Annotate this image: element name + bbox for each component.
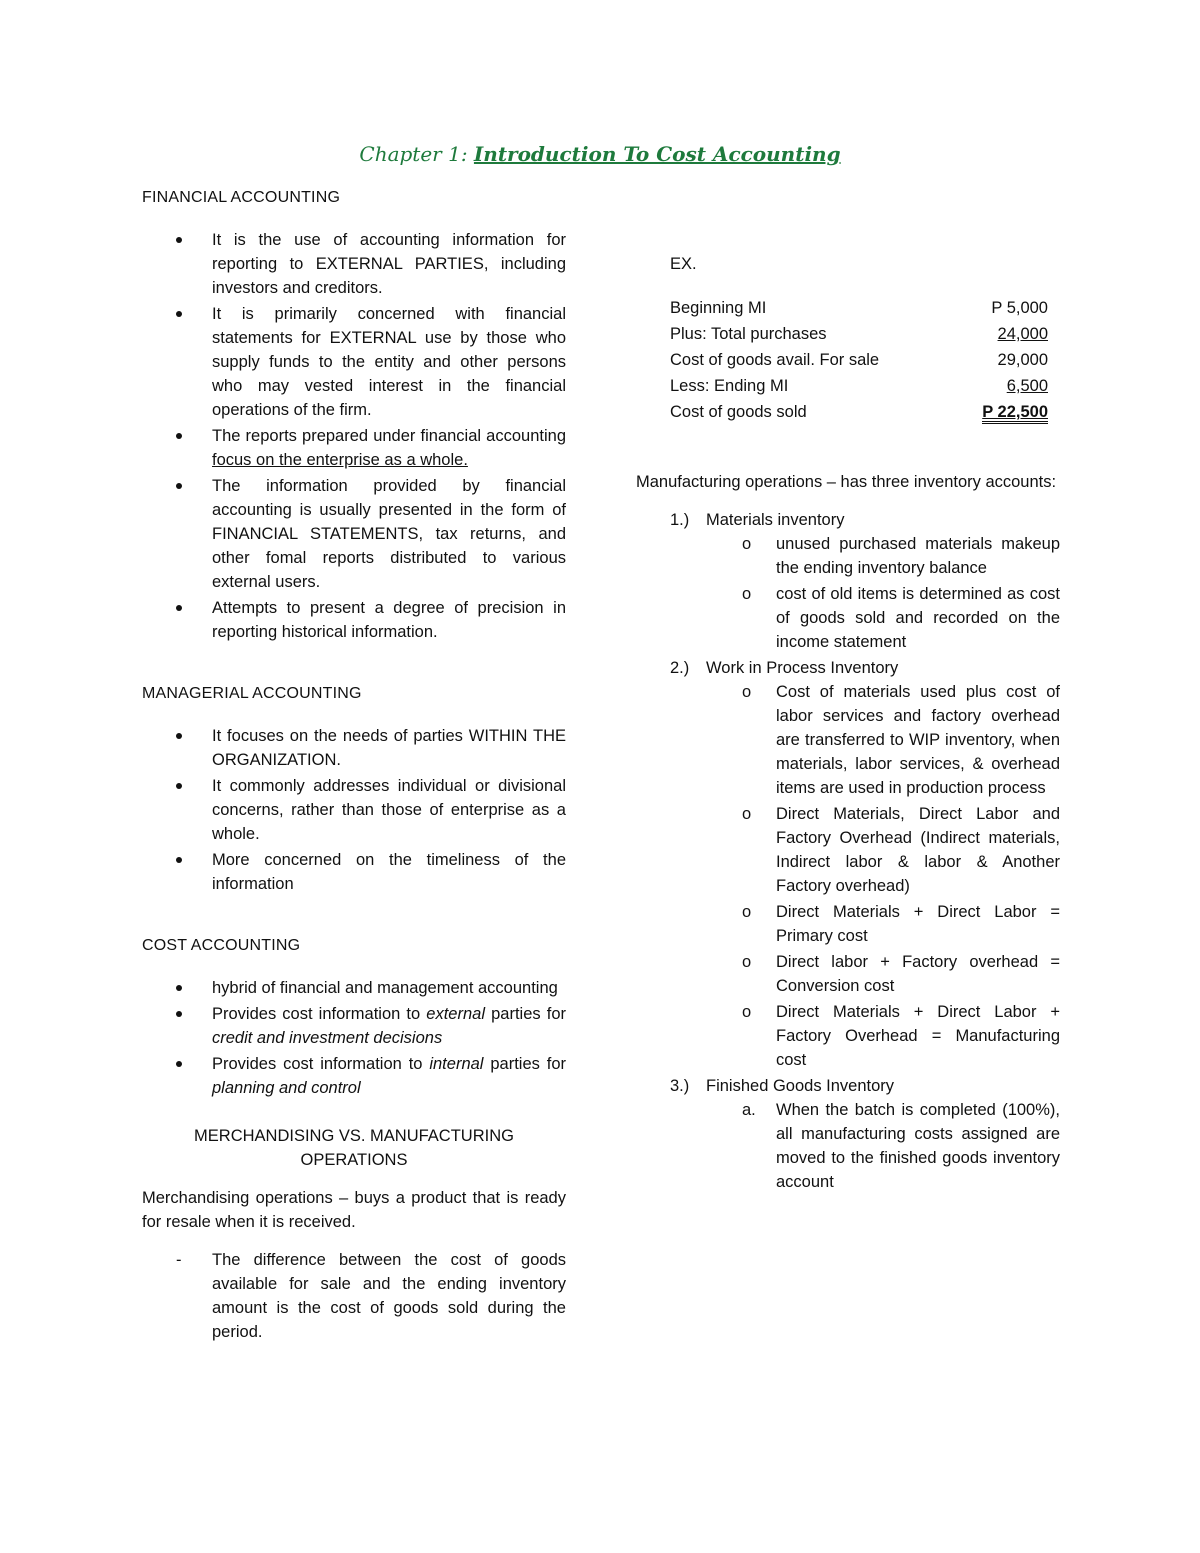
cost-list — [142, 976, 566, 1100]
list-item: The reports prepared under financial accounting focus on the enterprise as a whole. — [142, 424, 566, 472]
table-row: Plus: Total purchases 24,000 — [670, 325, 1048, 343]
bullet-icon — [176, 985, 182, 991]
merch-heading-line2: OPERATIONS — [300, 1151, 408, 1169]
list-item: Provides cost information to external parties for credit and investment decisions — [142, 1002, 566, 1050]
sub-item: o Direct Materials + Direct Labor + Factory Overhead = Manufacturing cost — [742, 1003, 1060, 1069]
bullet-icon — [176, 237, 182, 243]
list-item: It is primarily concerned with financial statements for EXTERNAL use by those who supply funds to the entity and other persons who may vested interest in the financial operations of the firm. — [142, 302, 566, 422]
sub-item: o Cost of materials used plus cost of labor services and factory overhead are transferred to WIP inventory, when materials, labor services, & overhead items are used in production process — [742, 683, 1060, 797]
numbered-item: 2.) Work in Process Inventory — [670, 659, 899, 677]
financial-heading: FINANCIAL ACCOUNTING — [142, 189, 341, 206]
table-row: Less: Ending MI 6,500 — [670, 377, 1048, 395]
list-item: hybrid of financial and management accounting — [142, 976, 566, 1000]
table-row: Beginning MI P 5,000 — [670, 299, 1048, 317]
managerial-heading: MANAGERIAL ACCOUNTING — [142, 685, 362, 702]
title-prefix: Chapter 1: — [359, 142, 474, 166]
right-column-content — [636, 252, 1060, 1196]
bullet-icon — [176, 783, 182, 789]
list-item: It is the use of accounting information for reporting to EXTERNAL PARTIES, including investors and creditors. — [142, 228, 566, 300]
bullet-icon — [176, 857, 182, 863]
page-title — [0, 142, 1200, 166]
bullet-icon — [176, 433, 182, 439]
sub-item: a. When the batch is completed (100%), all manufacturing costs assigned are moved to the finished goods inventory account — [742, 1101, 1060, 1191]
sub-item: o Direct Materials + Direct Labor = Primary cost — [742, 903, 1060, 945]
numbered-item: 1.) Materials inventory — [670, 511, 845, 529]
merch-paragraph: Merchandising operations – buys a product that is ready for resale when it is received. — [142, 1189, 566, 1231]
dash-item: - The difference between the cost of goods available for sale and the ending inventory amount is the cost of goods sold during the period. — [142, 1248, 566, 1344]
list-item: Provides cost information to internal parties for planning and control — [142, 1052, 566, 1100]
financial-list — [142, 228, 566, 644]
example-label: EX. — [670, 255, 697, 273]
underlined-phrase: focus on the enterprise as a whole. — [212, 451, 468, 469]
managerial-list — [142, 724, 566, 896]
cost-heading: COST ACCOUNTING — [142, 937, 301, 954]
merch-heading-line1: MERCHANDISING VS. MANUFACTURING — [194, 1127, 514, 1145]
numbered-item: 3.) Finished Goods Inventory — [670, 1077, 895, 1095]
list-item: It focuses on the needs of parties WITHIN THE ORGANIZATION. — [142, 724, 566, 772]
list-item: Attempts to present a degree of precision in reporting historical information. — [142, 596, 566, 644]
list-item: It commonly addresses individual or divisional concerns, rather than those of enterprise as a whole. — [142, 774, 566, 846]
example-table — [670, 296, 1048, 426]
left-column — [142, 186, 566, 1344]
bullet-icon — [176, 311, 182, 317]
sub-item: o unused purchased materials makeup the ending inventory balance — [742, 535, 1060, 577]
manufacturing-paragraph: Manufacturing operations – has three inventory accounts: — [636, 473, 1057, 491]
title-main: Introduction To Cost Accounting — [473, 142, 841, 166]
table-row: Cost of goods sold P 22,500 — [670, 400, 1048, 426]
bullet-icon — [176, 483, 182, 489]
list-item: More concerned on the timeliness of the information — [142, 848, 566, 896]
sub-item: o Direct Materials, Direct Labor and Factory Overhead (Indirect materials, Indirect labor & labor & Another Factory overhead) — [742, 805, 1060, 895]
sub-item: o Direct labor + Factory overhead = Conversion cost — [742, 953, 1060, 995]
sub-item: o cost of old items is determined as cost of goods sold and recorded on the income statement — [742, 585, 1060, 651]
dash-marker: - — [176, 1251, 182, 1269]
bullet-icon — [176, 605, 182, 611]
bullet-icon — [176, 1011, 182, 1017]
list-item: The information provided by financial accounting is usually presented in the form of FINANCIAL STATEMENTS, tax returns, and other fomal reports distributed to various external users. — [142, 474, 566, 594]
table-row: Cost of goods avail. For sale 29,000 — [670, 351, 1048, 369]
bullet-icon — [176, 733, 182, 739]
bullet-icon — [176, 1061, 182, 1067]
